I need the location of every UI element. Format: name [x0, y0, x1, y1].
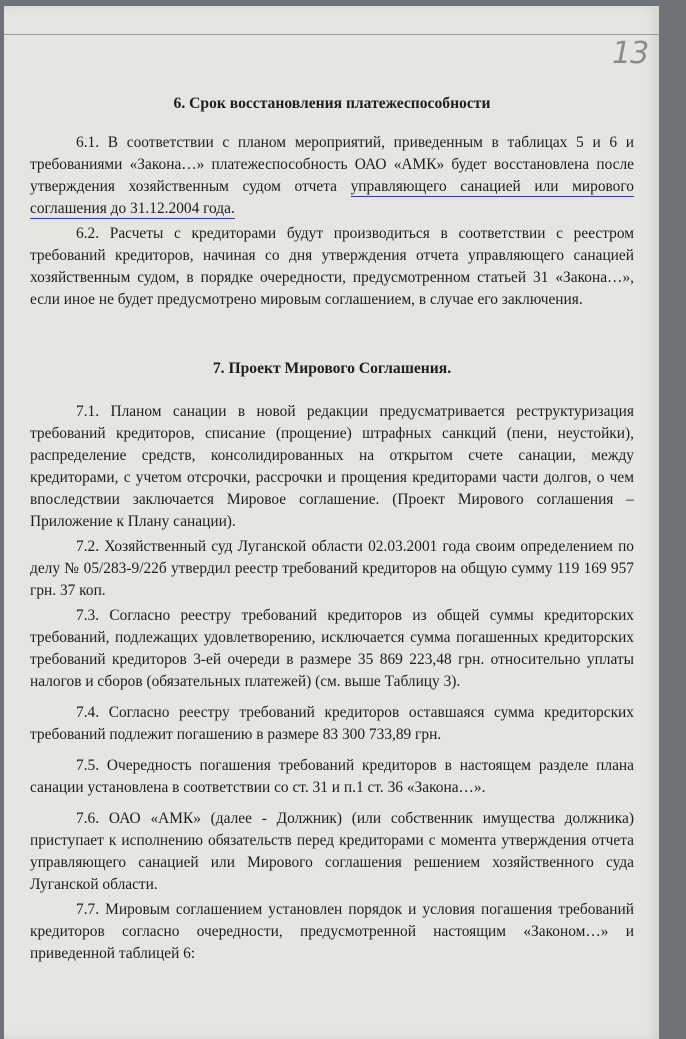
section-6-heading: 6. Срок восстановления платежеспособности — [173, 95, 491, 112]
document-page — [4, 6, 659, 1039]
paragraph-7-5: 7.5. Очередность погашения требований кредиторов в настоящем разделе плана санации установлена в соответствии со ст. 31 и п.1 ст. 36 «Закона…». — [30, 757, 634, 796]
paragraph-7-2: 7.2. Хозяйственный суд Луганской области 02.03.2001 года своим определением по делу № 05/283-9/22б утвердил реестр требований кредиторов на общую сумму 119 169 957 грн. 37 коп. — [30, 538, 634, 599]
paragraph-7-7: 7.7. Мировым соглашением установлен порядок и условия погашения требований кредиторов согласно очередности, предусмотренной настоящим «Законом…» и приведенной таблицей 6: — [30, 901, 634, 962]
underlined-passage: управляющего санацией или мирового соглашения до 31.12.2004 года. — [30, 178, 634, 217]
document-body — [30, 90, 634, 968]
paragraph-6-2: 6.2. Расчеты с кредиторами будут производиться в соответствии с реестром требований кредиторов, начиная со дня утверждения отчета управляющего санацией хозяйственным судом, в порядке очередности, предусмотренном статьей 31 «Закона…», если иное не будет предусмотрено мировым соглашением, в случае его заключения. — [30, 225, 634, 308]
paragraph-6-1 — [30, 132, 634, 220]
handwritten-page-number: 13 — [612, 36, 649, 71]
paragraph-7-3: 7.3. Согласно реестру требований кредиторов из общей суммы кредиторских требований, подлежащих удовлетворению, исключается сумма погашенных кредиторских требований кредиторов 3-ей очереди в размере 35 869 223,48 грн. относительно уплаты налогов и сборов (обязательных платежей) (см. выше Таблицу 3). — [30, 607, 634, 690]
paragraph-7-4: 7.4. Согласно реестру требований кредиторов оставшаяся сумма кредиторских требований подлежит погашению в размере 83 300 733,89 грн. — [30, 704, 634, 743]
paragraph-6-1-text: 6.1. В соответствии с планом мероприятий, приведенным в таблицах 5 и 6 и требованиями «Закона…» платежеспособность ОАО «АМК» будет восстановлена после утверждения хозяйственным судом отчета — [30, 134, 634, 195]
section-7-heading: 7. Проект Мирового Соглашения. — [212, 360, 452, 377]
page-top-rule — [4, 34, 659, 35]
paragraph-7-1: 7.1. Планом санации в новой редакции предусматривается реструктуризация требований кредиторов, списание (прощение) штрафных санкций (пени, неустойки), распределение средств, консолидированных на открытом счете санации, между кредиторами, с учетом отсрочки, рассрочки и прощения кредиторами части долгов, о чем впоследствии заключается Мировое соглашение. (Проект Мирового соглашения – Приложение к Плану санации). — [30, 403, 634, 530]
paragraph-7-6: 7.6. ОАО «АМК» (далее - Должник) (или собственник имущества должника) приступает к исполнению обязательств перед кредиторами с момента утверждения отчета управляющего санацией или Мирового соглашения решением хозяйственного суда Луганской области. — [30, 810, 634, 893]
